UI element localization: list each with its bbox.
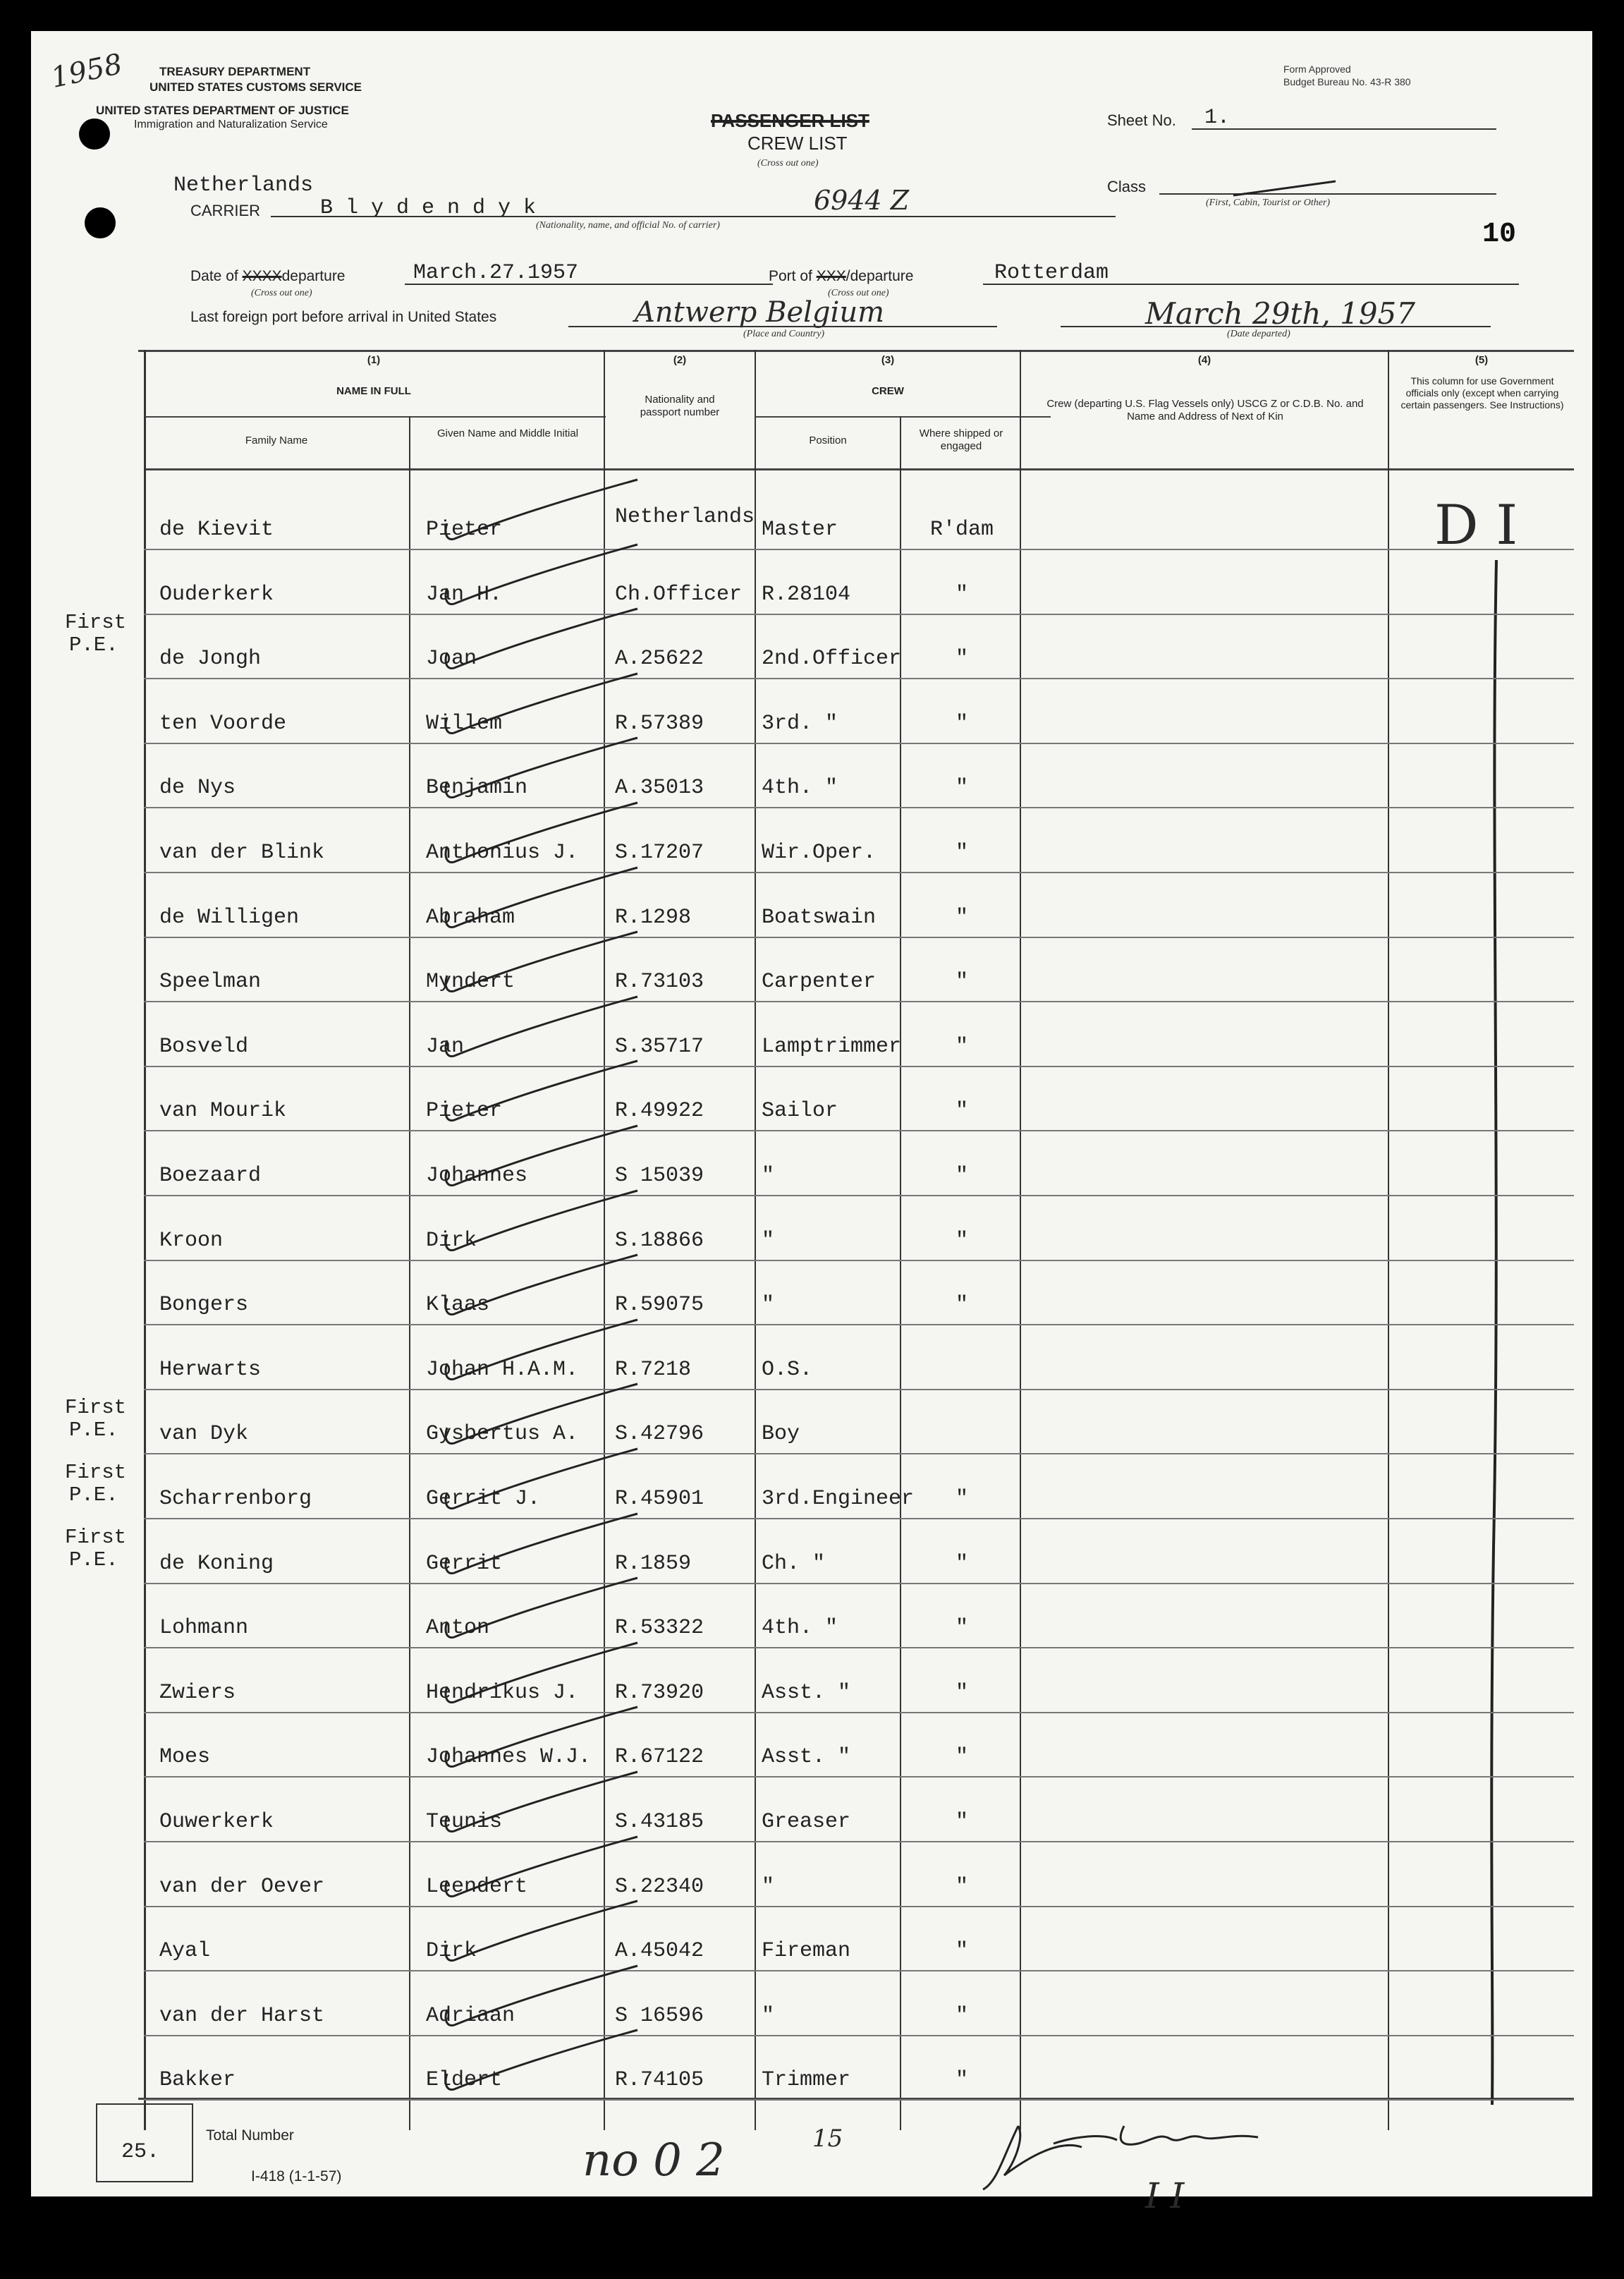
passport-cell: R.49922 xyxy=(615,1099,704,1123)
passport-cell: S.43185 xyxy=(615,1810,704,1834)
class-label: Class xyxy=(1107,178,1147,195)
total-label: Total Number xyxy=(206,2127,294,2144)
customs-heading: UNITED STATES CUSTOMS SERVICE xyxy=(149,80,362,94)
position-cell: Sailor xyxy=(762,1099,838,1123)
col3-title: CREW xyxy=(872,385,904,397)
shipped-cell: " xyxy=(955,1164,968,1188)
passport-cell: R.73103 xyxy=(615,970,704,994)
date-departed-value: March 29th, 1957 xyxy=(1145,296,1416,331)
header-bottom-rule xyxy=(144,468,1574,470)
row-rule xyxy=(144,743,1574,744)
col5-handwritten-mark: D I xyxy=(1434,494,1518,557)
pe-note-line2: P.E. xyxy=(69,1418,118,1442)
position-cell: R.28104 xyxy=(762,583,851,607)
family-name-cell: Ouwerkerk xyxy=(159,1810,274,1834)
row-rule xyxy=(144,2035,1574,2036)
passport-cell: R.1298 xyxy=(615,906,692,930)
given-name-cell: Gerrit xyxy=(426,1552,503,1576)
row-rule xyxy=(144,1324,1574,1325)
col3-number: (3) xyxy=(881,354,895,366)
position-cell: 3rd.Engineer xyxy=(762,1487,915,1511)
shipped-cell: " xyxy=(955,2004,968,2028)
family-name-cell: Herwarts xyxy=(159,1358,262,1382)
family-name-cell: Bakker xyxy=(159,2068,236,2092)
position-cell: " xyxy=(762,1164,775,1188)
position-cell: Asst. " xyxy=(762,1681,851,1705)
family-name-cell: de Jongh xyxy=(159,647,262,671)
col5-number: (5) xyxy=(1475,354,1489,366)
row-rule xyxy=(144,1776,1574,1777)
position-cell: " xyxy=(762,2004,775,2028)
passport-cell: R.53322 xyxy=(615,1616,704,1640)
row-rule xyxy=(144,1195,1574,1196)
shipped-cell: " xyxy=(955,1293,968,1317)
family-name-cell: Bongers xyxy=(159,1293,249,1317)
treasury-heading: TREASURY DEPARTMENT xyxy=(159,65,311,78)
date-underline xyxy=(405,284,773,285)
shipped-cell: " xyxy=(955,1487,968,1511)
passport-cell: R.45901 xyxy=(615,1487,704,1511)
last-port-label: Last foreign port before arrival in United States xyxy=(190,309,497,325)
position-cell: 4th. " xyxy=(762,1616,838,1640)
position-shipped-rule xyxy=(900,416,901,2130)
crew-subhead-rule xyxy=(755,416,1051,418)
shipped-header: Where shipped or engaged xyxy=(919,427,1003,452)
table-left-rule xyxy=(144,350,146,2130)
family-name-cell: van der Oever xyxy=(159,1875,325,1899)
pe-note-line2: P.E. xyxy=(69,1483,118,1507)
document-page xyxy=(31,31,1592,2216)
given-name-cell: Abraham xyxy=(426,906,515,930)
date-hint: (Cross out one) xyxy=(251,288,312,298)
position-cell: Wir.Oper. xyxy=(762,841,877,865)
given-name-cell: Anthonius J. xyxy=(426,841,579,865)
col4-number: (4) xyxy=(1197,354,1211,366)
given-name-cell: Joan xyxy=(426,647,477,671)
margin-note: 1958 xyxy=(48,47,126,95)
total-value: 25. xyxy=(121,2140,160,2164)
position-cell: Boatswain xyxy=(762,906,877,930)
given-name-cell: Jan xyxy=(426,1035,465,1059)
given-name-cell: Klaas xyxy=(426,1293,490,1317)
cross-out-hint: (Cross out one) xyxy=(757,158,819,169)
given-name-cell: Johan H.A.M. xyxy=(426,1358,579,1382)
shipped-cell: " xyxy=(955,1745,968,1769)
family-given-rule xyxy=(409,416,410,2130)
carrier-underline xyxy=(271,216,1116,217)
port-hint: (Cross out one) xyxy=(828,288,889,298)
position-cell: " xyxy=(762,1293,775,1317)
class-dash-mark xyxy=(1230,178,1343,199)
position-cell: Fireman xyxy=(762,1939,851,1963)
passport-cell: R.59075 xyxy=(615,1293,704,1317)
position-cell: Boy xyxy=(762,1422,800,1446)
col1-number: (1) xyxy=(367,354,381,366)
given-name-cell: Myndert xyxy=(426,970,515,994)
sheet-label: Sheet No. xyxy=(1107,111,1176,129)
shipped-cell: " xyxy=(955,647,968,671)
carrier-nationality: Netherlands xyxy=(173,174,314,197)
passport-cell: S.17207 xyxy=(615,841,704,865)
last-port-underline xyxy=(568,326,997,327)
passport-cell: A.25622 xyxy=(615,647,704,671)
pe-note xyxy=(65,1526,126,1572)
family-name-cell: Scharrenborg xyxy=(159,1487,312,1511)
position-cell: 2nd.Officer xyxy=(762,647,902,671)
signature-initials: I I xyxy=(1145,2175,1185,2216)
given-name-cell: Pieter xyxy=(426,518,503,542)
family-name-cell: Ouderkerk xyxy=(159,583,274,607)
crew-list-title: CREW LIST xyxy=(747,133,848,154)
shipped-cell: " xyxy=(955,1229,968,1253)
binder-hole xyxy=(79,118,110,150)
passport-cell: R.73920 xyxy=(615,1681,704,1705)
shipped-cell: " xyxy=(955,583,968,607)
position-cell: 4th. " xyxy=(762,776,838,800)
col5-vertical-mark xyxy=(1484,560,1512,2112)
date-departed-hint: (Date departed) xyxy=(1227,329,1290,339)
table-top-rule xyxy=(138,350,1574,352)
shipped-cell: " xyxy=(955,776,968,800)
shipped-cell: " xyxy=(955,1099,968,1123)
row-rule xyxy=(144,1906,1574,1907)
binder-hole xyxy=(85,207,116,238)
pe-note-line1: First xyxy=(65,1396,127,1419)
shipped-cell: " xyxy=(955,1681,968,1705)
family-name-cell: Bosveld xyxy=(159,1035,249,1059)
row-rule xyxy=(144,872,1574,873)
passport-cell: R.7218 xyxy=(615,1358,692,1382)
col1-title: NAME IN FULL xyxy=(336,385,411,397)
family-name-cell: de Willigen xyxy=(159,906,300,930)
passport-cell: A.45042 xyxy=(615,1939,704,1963)
passenger-list-struck: PASSENGER LIST xyxy=(711,110,869,131)
carrier-name: B l y d e n d y k xyxy=(320,196,537,220)
passport-cell: S.35717 xyxy=(615,1035,704,1059)
passport-cell: S.18866 xyxy=(615,1229,704,1253)
family-name-cell: Zwiers xyxy=(159,1681,236,1705)
family-name-cell: de Koning xyxy=(159,1552,274,1576)
given-name-cell: Leendert xyxy=(426,1875,528,1899)
row-rule xyxy=(144,807,1574,808)
row-rule xyxy=(144,1130,1574,1131)
family-name-cell: van Dyk xyxy=(159,1422,249,1446)
col3-col4-rule xyxy=(1020,350,1021,2130)
given-name-cell: Jan H. xyxy=(426,583,503,607)
family-name-header: Family Name xyxy=(245,434,308,446)
sheet-underline xyxy=(1192,128,1496,130)
carrier-label: CARRIER xyxy=(190,202,261,219)
family-name-cell: Speelman xyxy=(159,970,262,994)
position-cell: Master xyxy=(762,518,838,542)
given-name-header: Given Name and Middle Initial xyxy=(436,427,579,439)
shipped-cell: " xyxy=(955,1939,968,1963)
pe-note xyxy=(65,1397,126,1442)
port-label: Port of XXX/departure xyxy=(769,268,914,284)
passport-cell: R.67122 xyxy=(615,1745,704,1769)
class-hint: (First, Cabin, Tourist or Other) xyxy=(1206,197,1331,208)
last-port-value: Antwerp Belgium xyxy=(635,296,885,329)
row-rule xyxy=(144,614,1574,615)
row-rule xyxy=(144,2099,1574,2101)
passport-cell: R.74105 xyxy=(615,2068,704,2092)
row-rule xyxy=(144,1453,1574,1454)
shipped-cell: " xyxy=(955,1035,968,1059)
given-name-cell: Gerrit J. xyxy=(426,1487,541,1511)
carrier-hint: (Nationality, name, and official No. of carrier) xyxy=(536,220,720,231)
passport-cell: Ch.Officer xyxy=(615,583,743,607)
given-name-cell: Johannes xyxy=(426,1164,528,1188)
passport-cell: Netherlands xyxy=(615,505,755,529)
justice-heading: UNITED STATES DEPARTMENT OF JUSTICE xyxy=(96,104,349,117)
row-rule xyxy=(144,1841,1574,1842)
family-name-cell: van der Blink xyxy=(159,841,325,865)
col2-col3-rule xyxy=(755,350,756,2130)
shipped-cell: " xyxy=(955,1810,968,1834)
family-name-cell: Kroon xyxy=(159,1229,224,1253)
shipped-cell: " xyxy=(955,906,968,930)
form-approved: Form Approved xyxy=(1283,63,1351,75)
position-header: Position xyxy=(809,434,847,446)
family-name-cell: Moes xyxy=(159,1745,211,1769)
pe-note-line2: P.E. xyxy=(69,633,118,657)
sheet-number: 1. xyxy=(1204,106,1231,130)
family-name-cell: van der Harst xyxy=(159,2004,325,2028)
position-cell: Greaser xyxy=(762,1810,851,1834)
shipped-cell: R'dam xyxy=(929,518,994,542)
family-name-cell: Ayal xyxy=(159,1939,211,1963)
date-departed-underline xyxy=(1061,326,1491,327)
col5-title: This column for use Government officials only (except when carrying certain passengers. See Instructions) xyxy=(1400,375,1564,411)
position-cell: Ch. " xyxy=(762,1552,826,1576)
position-cell: Carpenter xyxy=(762,970,877,994)
shipped-cell: " xyxy=(955,841,968,865)
given-name-cell: Dirk xyxy=(426,1939,477,1963)
passport-cell: S 16596 xyxy=(615,2004,704,2028)
pe-note xyxy=(65,1461,126,1507)
passport-cell: S.22340 xyxy=(615,1875,704,1899)
check-mark-icon xyxy=(426,2024,652,2102)
given-name-cell: Benjamin xyxy=(426,776,528,800)
shipped-cell: " xyxy=(955,1552,968,1576)
shipped-cell: " xyxy=(955,970,968,994)
pe-note-line1: First xyxy=(65,611,127,634)
given-name-cell: Willem xyxy=(426,712,503,736)
pe-note-line1: First xyxy=(65,1461,127,1484)
given-name-cell: Dirk xyxy=(426,1229,477,1253)
position-cell: " xyxy=(762,1875,775,1899)
position-cell: Asst. " xyxy=(762,1745,851,1769)
row-rule xyxy=(144,1001,1574,1002)
given-name-cell: Gysbertus A. xyxy=(426,1422,579,1446)
place-hint: (Place and Country) xyxy=(743,329,825,339)
given-name-cell: Teunis xyxy=(426,1810,503,1834)
given-name-cell: Anton xyxy=(426,1616,490,1640)
budget-bureau: Budget Bureau No. 43-R 380 xyxy=(1283,76,1411,87)
position-cell: Lamptrimmer xyxy=(762,1035,902,1059)
given-name-cell: Adriaan xyxy=(426,2004,515,2028)
pe-note xyxy=(65,612,126,657)
shipped-cell: " xyxy=(955,712,968,736)
row-rule xyxy=(144,1583,1574,1584)
passport-cell: R.1859 xyxy=(615,1552,692,1576)
shipped-cell: " xyxy=(955,1616,968,1640)
col4-col5-rule xyxy=(1388,350,1389,2130)
position-cell: Trimmer xyxy=(762,2068,851,2092)
given-name-cell: Eldert xyxy=(426,2068,503,2092)
shipped-cell: " xyxy=(955,2068,968,2092)
given-name-cell: Pieter xyxy=(426,1099,503,1123)
position-cell: 3rd. " xyxy=(762,712,838,736)
row-rule xyxy=(144,1389,1574,1390)
form-number: I-418 (1-1-57) xyxy=(251,2168,342,2184)
date-label: Date of XXXXdeparture xyxy=(190,268,346,284)
row-rule xyxy=(144,678,1574,679)
pe-note-line1: First xyxy=(65,1526,127,1549)
position-cell: O.S. xyxy=(762,1358,813,1382)
handwritten-note-superscript: 15 xyxy=(812,2125,843,2153)
row-rule xyxy=(144,1712,1574,1713)
family-name-cell: Lohmann xyxy=(159,1616,249,1640)
row-rule xyxy=(144,1066,1574,1067)
row-rule xyxy=(144,549,1574,550)
row-rule xyxy=(144,937,1574,938)
position-cell: " xyxy=(762,1229,775,1253)
row-rule xyxy=(144,1970,1574,1971)
family-name-cell: de Nys xyxy=(159,776,236,800)
col4-title: Crew (departing U.S. Flag Vessels only) USCG Z or C.D.B. No. and Name and Address of Next of Kin xyxy=(1046,398,1364,423)
passport-cell: R.57389 xyxy=(615,712,704,736)
family-name-cell: de Kievit xyxy=(159,518,274,542)
carrier-official-no: 6944 Z xyxy=(814,185,910,216)
departure-port: Rotterdam xyxy=(994,261,1109,285)
passport-cell: A.35013 xyxy=(615,776,704,800)
row-rule xyxy=(144,1647,1574,1648)
passport-cell: S.42796 xyxy=(615,1422,704,1446)
name-subhead-rule xyxy=(144,416,606,418)
pe-note-line2: P.E. xyxy=(69,1548,118,1572)
family-name-cell: Boezaard xyxy=(159,1164,262,1188)
signature-icon xyxy=(976,2112,1272,2204)
given-name-cell: Johannes W.J. xyxy=(426,1745,592,1769)
col2-number: (2) xyxy=(673,354,687,366)
given-name-cell: Hendrikus J. xyxy=(426,1681,579,1705)
page-number: 10 xyxy=(1482,219,1517,250)
ins-heading: Immigration and Naturalization Service xyxy=(134,118,328,130)
row-rule xyxy=(144,1518,1574,1519)
family-name-cell: van Mourik xyxy=(159,1099,287,1123)
family-name-cell: ten Voorde xyxy=(159,712,287,736)
handwritten-note: no 0 2 xyxy=(582,2134,725,2187)
row-rule xyxy=(144,1260,1574,1261)
passport-cell: S 15039 xyxy=(615,1164,704,1188)
departure-date: March.27.1957 xyxy=(413,261,579,285)
col2-title: Nationality and passport number xyxy=(640,394,720,418)
shipped-cell: " xyxy=(955,1875,968,1899)
port-underline xyxy=(983,284,1519,285)
